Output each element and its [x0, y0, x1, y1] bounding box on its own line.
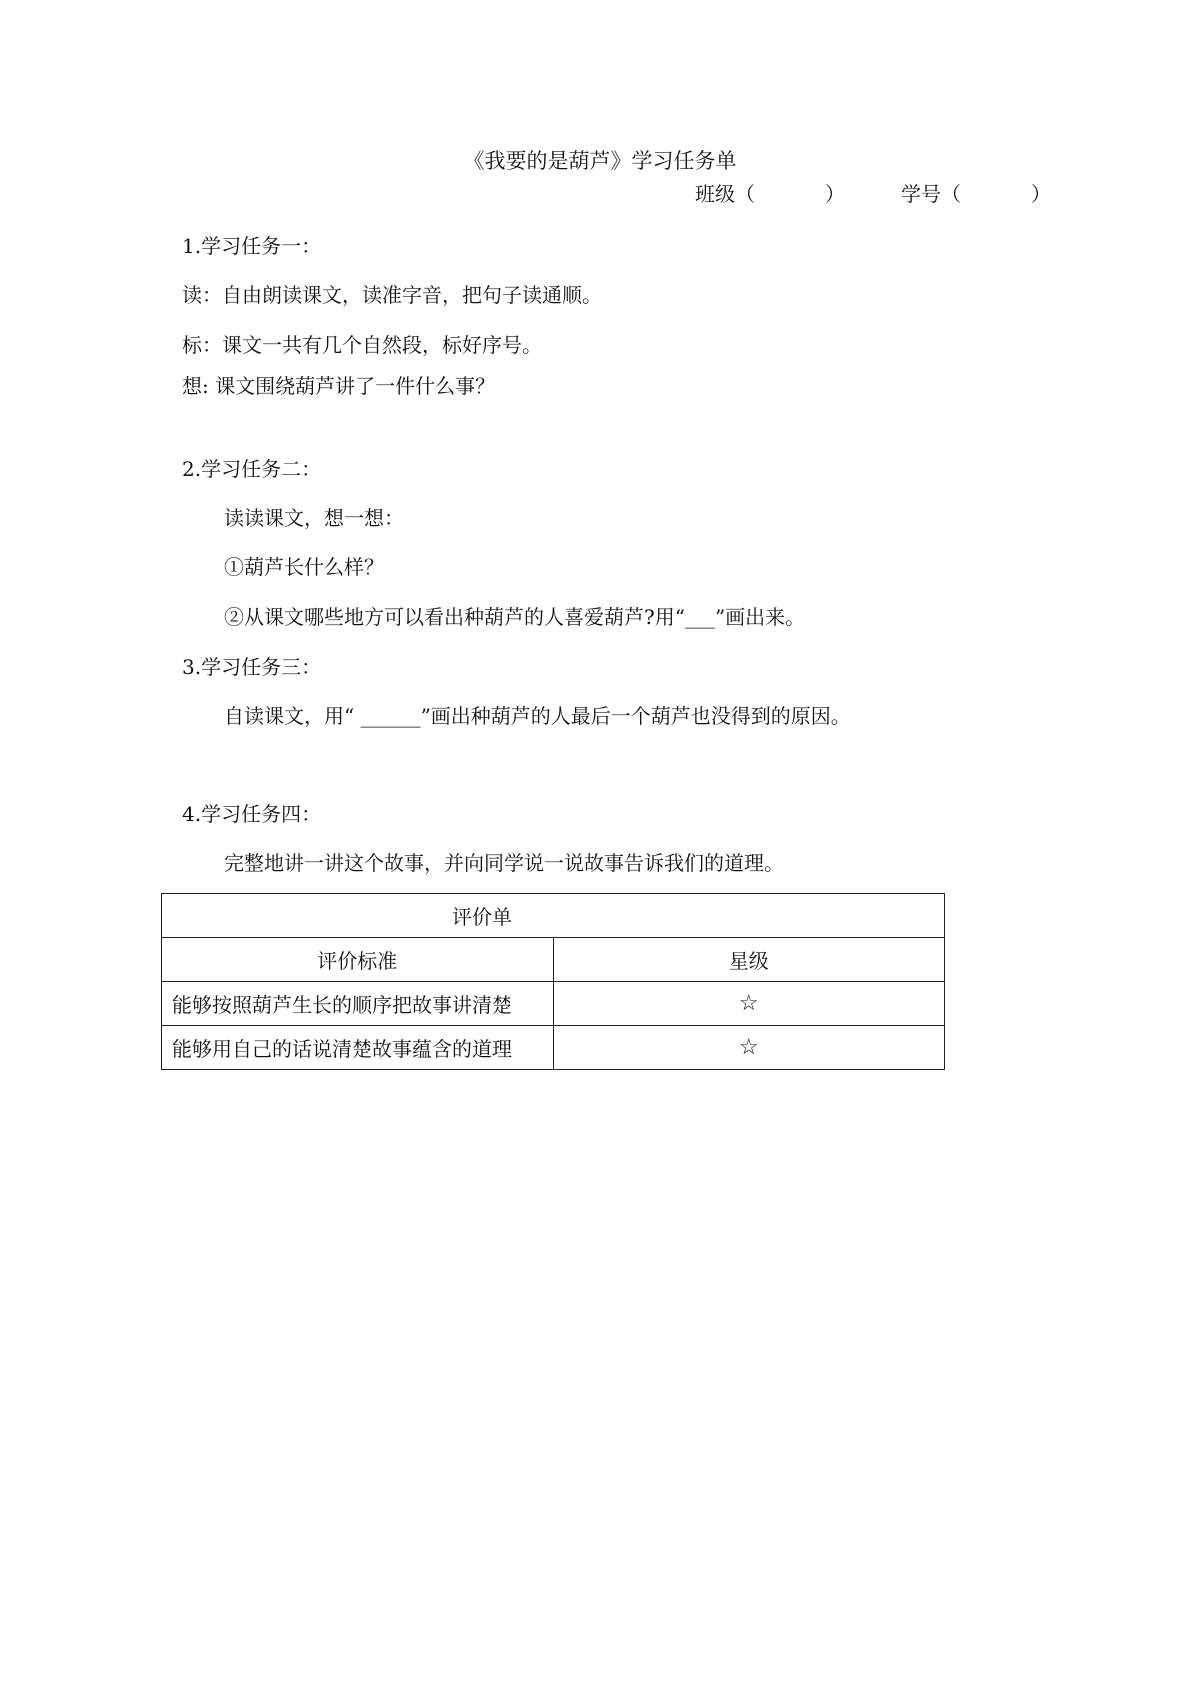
class-number-line [695, 180, 1051, 208]
star-rating-icon[interactable]: ☆ [553, 1026, 945, 1070]
task2-line-intro: 读读课文，想一想： [224, 506, 404, 530]
criteria-cell: 能够用自己的话说清楚故事蕴含的道理 [162, 1026, 554, 1070]
task1-line-read: 读：自由朗读课文，读准字音，把句子读通顺。 [182, 283, 602, 307]
evaluation-title-row [162, 894, 945, 938]
class-close: ） [825, 182, 845, 206]
table-row [162, 1026, 945, 1070]
task3-line: 自读课文，用“ ______”画出种葫芦的人最后一个葫芦也没得到的原因。 [224, 704, 851, 728]
task1-heading: 1.学习任务一： [182, 234, 322, 258]
task4-line: 完整地讲一讲这个故事，并向同学说一说故事告诉我们的道理。 [224, 851, 784, 875]
criteria-cell: 能够按照葫芦生长的顺序把故事讲清楚 [162, 982, 554, 1026]
task2-heading: 2.学习任务二： [182, 457, 322, 481]
star-rating-icon[interactable]: ☆ [553, 982, 945, 1026]
number-close: ） [1031, 182, 1051, 206]
task1-line-mark: 标：课文一共有几个自然段，标好序号。 [182, 333, 542, 357]
number-label: 学号（ [901, 182, 961, 206]
class-label: 班级（ [695, 182, 755, 206]
rating-header: 星级 [553, 938, 945, 982]
evaluation-title: 评价单 [162, 894, 945, 938]
task2-question-1: ①葫芦长什么样？ [224, 555, 384, 579]
page-title: 《我要的是葫芦》学习任务单 [463, 149, 737, 173]
task2-question-2: ②从课文哪些地方可以看出种葫芦的人喜爱葫芦?用“___”画出来。 [224, 605, 806, 629]
task3-heading: 3.学习任务三： [182, 655, 322, 679]
evaluation-table [161, 893, 945, 1070]
table-row [162, 982, 945, 1026]
task4-heading: 4.学习任务四： [182, 802, 322, 826]
task1-line-think: 想: 课文围绕葫芦讲了一件什么事？ [182, 374, 496, 398]
criteria-header: 评价标准 [162, 938, 554, 982]
evaluation-header-row [162, 938, 945, 982]
